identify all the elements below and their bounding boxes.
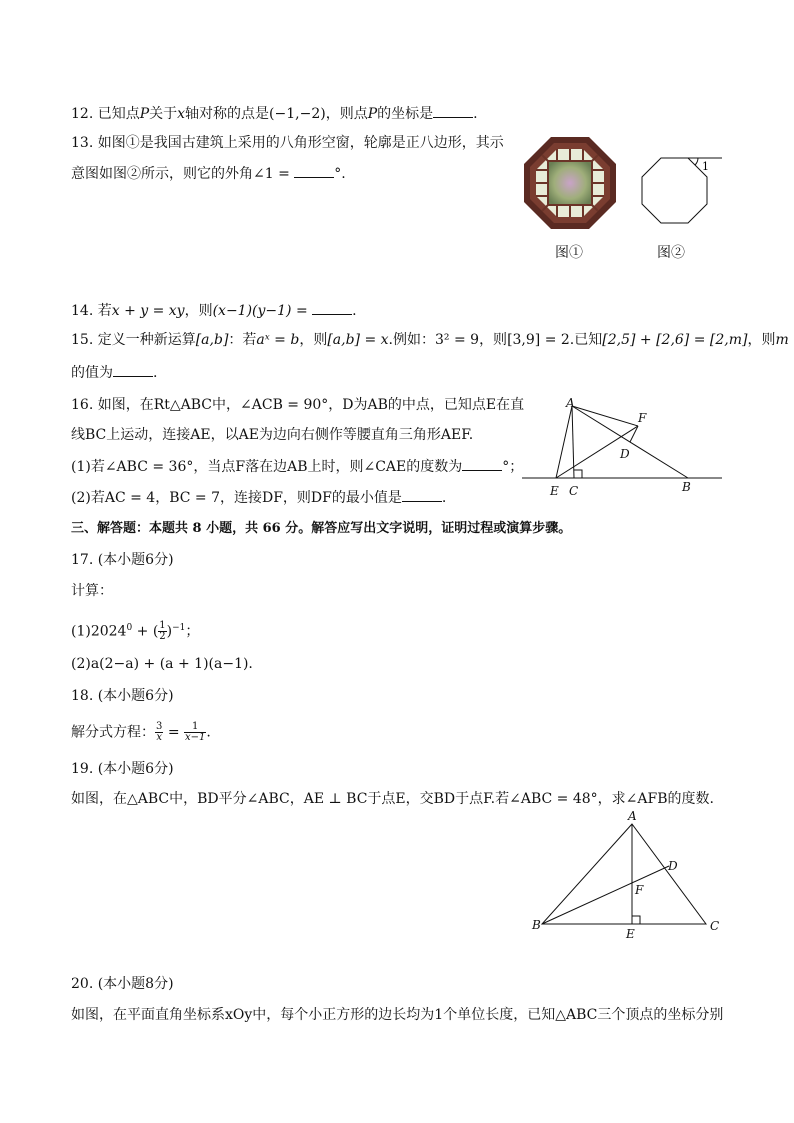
q17-fraction xyxy=(158,621,166,642)
q12-p: P xyxy=(367,106,378,122)
q18-fraction-right xyxy=(184,722,206,743)
question-15-line2 xyxy=(71,362,157,383)
point-b-label: B xyxy=(532,918,541,932)
q16-text: (2)若AC = 4，BC = 7，连接DF，则DF的最小值是 xyxy=(71,490,402,506)
section-3-heading: 三、解答题：本题共 8 小题，共 66 分。解答应写出文字说明，证明过程或演算步骤。 xyxy=(71,521,572,536)
question-17-part1 xyxy=(71,618,199,642)
q16-answer-blank-2 xyxy=(402,487,442,502)
q15-eq: [3,9] = 2 xyxy=(507,332,570,348)
question-17-prompt: 计算： xyxy=(71,583,113,599)
q14-text: ，则 xyxy=(184,303,213,319)
q16-answer-blank-1 xyxy=(462,456,502,471)
q12-end: . xyxy=(473,106,478,122)
q18-numerator: 1 xyxy=(184,722,206,733)
point-f-label: F xyxy=(635,883,644,897)
q12-answer-blank xyxy=(433,103,473,118)
q13-end: °. xyxy=(334,166,346,182)
q15-text: 15. 定义一种新运算 xyxy=(71,332,196,348)
figure-1-caption: 图① xyxy=(555,245,583,261)
q16-text: . xyxy=(441,490,447,506)
point-a-label: A xyxy=(628,809,637,823)
q18-equals: = xyxy=(163,724,185,741)
q12-text: ，则点 xyxy=(325,106,368,122)
q15-text: .已知 xyxy=(569,332,603,348)
q13-text: 意图如图②所示，则它的外角∠1 = xyxy=(71,166,295,182)
question-16-line2: 线BC上运动，连接AE，以AE为边向右侧作等腰直角三角形AEF. xyxy=(71,427,474,443)
octagonal-window-photo xyxy=(524,137,616,229)
q17-text: ； xyxy=(185,623,200,640)
question-13-line1: 13. 如图①是我国古建筑上采用的八角形空窗，轮廓是正八边形，其示 xyxy=(71,135,504,151)
q18-end: . xyxy=(206,724,211,741)
q15-text: ，则 xyxy=(479,332,508,348)
q17-denominator: 2 xyxy=(159,631,166,643)
octagon-diagram xyxy=(640,150,724,230)
q15-m: m xyxy=(775,332,789,348)
q19-triangle-diagram xyxy=(528,808,724,944)
q16-text: (1)若∠ABC = 36°，当点F落在边AB上时，则∠CAE的度数为 xyxy=(71,459,463,475)
q18-denominator: x xyxy=(156,732,162,743)
q12-text: 轴对称的点是 xyxy=(185,106,270,122)
point-d-label: D xyxy=(620,447,630,461)
q15-eq: [2,5] + [2,6] = [2,m] xyxy=(602,332,748,348)
question-13-line2 xyxy=(71,163,346,184)
figure-2-caption: 图② xyxy=(657,245,685,261)
q15-eq: aˣ = b xyxy=(256,332,300,348)
q15-op: [a,b] xyxy=(195,332,229,348)
q17-text: (1)2024 xyxy=(71,623,127,640)
q15-eq: 3² = 9 xyxy=(435,332,480,348)
question-17-part2: (2)a(2−a) + (a + 1)(a−1). xyxy=(71,656,253,672)
question-16-part2 xyxy=(71,487,446,508)
q16-text: °； xyxy=(502,459,524,475)
question-19-text: 如图，在△ABC中，BD平分∠ABC，AE ⊥ BC于点E，交BD于点F.若∠ABC = 48°，求∠AFB的度数. xyxy=(71,791,714,807)
question-19-header: 19. (本小题6分) xyxy=(71,761,174,777)
q13-answer-blank xyxy=(294,163,334,178)
q12-text: 的坐标是 xyxy=(377,106,434,122)
q17-numerator: 1 xyxy=(159,620,166,632)
q14-equation: x + y = xy xyxy=(111,303,185,319)
q12-point: (−1,−2) xyxy=(269,106,326,122)
angle-1-label: 1 xyxy=(702,160,709,173)
point-e-label: E xyxy=(626,927,635,941)
q12-p: P xyxy=(139,106,150,122)
question-16-line1: 16. 如图，在Rt△ABC中，∠ACB = 90°，D为AB的中点，已知点E在直 xyxy=(71,397,525,413)
q14-text: 14. 若 xyxy=(71,303,112,319)
q14-end: . xyxy=(352,303,357,319)
q18-numerator: 3 xyxy=(156,721,163,732)
point-a-label: A xyxy=(566,396,575,410)
point-c-label: C xyxy=(710,919,720,933)
q15-eq: [a,b] = x xyxy=(327,332,389,348)
q15-answer-blank xyxy=(113,362,153,377)
q17-text: ) xyxy=(166,623,173,640)
q17-exponent: 0 xyxy=(126,623,133,633)
q12-x: x xyxy=(177,106,186,122)
q18-denominator: x−1 xyxy=(185,732,206,743)
q15-text: 的值为 xyxy=(71,365,113,381)
q15-text: .例如： xyxy=(388,332,435,348)
q16-triangle-diagram xyxy=(520,396,724,500)
q15-text: ，则 xyxy=(747,332,776,348)
q14-answer-blank xyxy=(312,300,352,315)
question-18-header: 18. (本小题6分) xyxy=(71,688,174,704)
point-b-label: B xyxy=(682,480,691,494)
point-e-label: E xyxy=(550,484,559,498)
point-f-label: F xyxy=(638,411,647,425)
question-12 xyxy=(71,103,478,124)
question-20-header: 20. (本小题8分) xyxy=(71,976,174,992)
q15-text: ：若 xyxy=(228,332,257,348)
q18-text: 解分式方程： xyxy=(71,724,155,741)
question-14 xyxy=(71,300,357,321)
q17-exponent: −1 xyxy=(172,623,186,633)
question-15-line1 xyxy=(71,330,789,350)
q12-text: 12. 已知点 xyxy=(71,106,140,122)
question-18-equation xyxy=(71,722,211,743)
q14-expression: (x−1)(y−1) = xyxy=(212,303,313,319)
q12-text: 关于 xyxy=(149,106,178,122)
q15-end: . xyxy=(153,365,158,381)
point-c-label: C xyxy=(569,484,579,498)
q17-text: + ( xyxy=(132,623,159,640)
question-16-part1 xyxy=(71,456,523,477)
question-17-header: 17. (本小题6分) xyxy=(71,552,174,568)
point-d-label: D xyxy=(668,859,678,873)
question-20-text: 如图，在平面直角坐标系xOy中，每个小正方形的边长均为1个单位长度，已知△ABC三个顶点的坐标分别 xyxy=(71,1007,724,1023)
q15-text: ，则 xyxy=(299,332,328,348)
